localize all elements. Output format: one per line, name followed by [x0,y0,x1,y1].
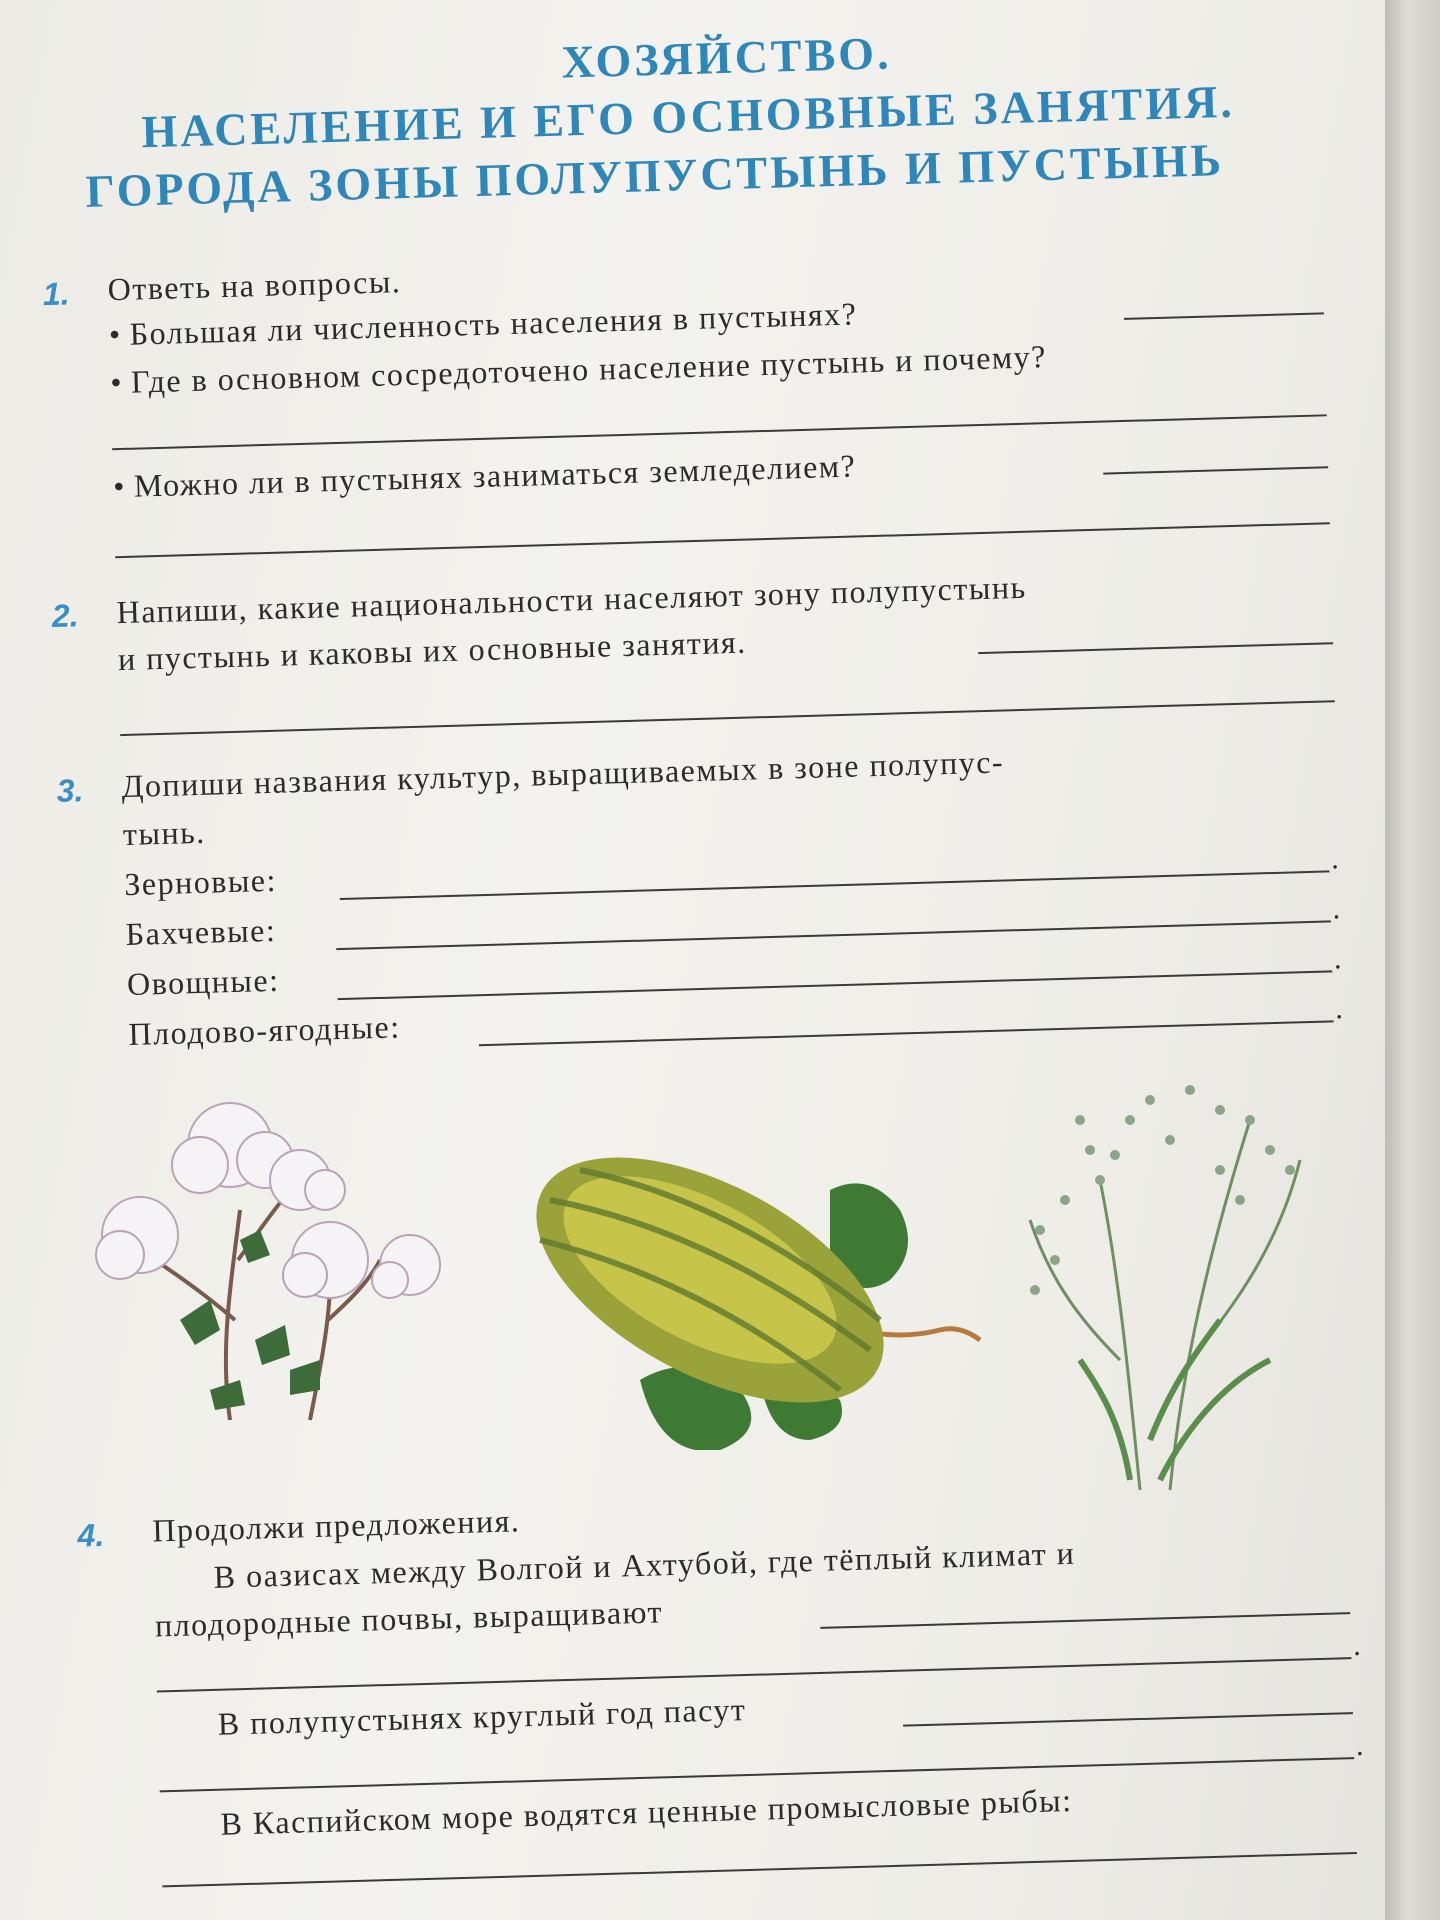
crop-label-fruit-berry: Плодово-ягодные: [128,1008,402,1053]
period: . [1333,942,1342,976]
task-1-number: 1. [42,275,71,313]
task-4-sentence-1a: В оазисах между Волгой и Ахтубой, где тёплый климат и [213,1534,1076,1595]
task-3-line-1: Допиши названия культур, выращиваемых в зоне полупус- [121,743,1005,805]
grain-grass-illustration [1020,1060,1320,1500]
task-1-question-1: • Большая ли численность населения в пустынях? [108,295,857,353]
cotton-plant-illustration [80,1090,460,1430]
answer-line[interactable] [903,1712,1353,1727]
period: . [1332,892,1341,926]
task-3-line-2: тынь. [122,813,207,853]
period: . [1330,842,1340,876]
task-4-sentence-2: В полупустынях круглый год пасут [217,1691,747,1742]
title-line-2: НАСЕЛЕНИЕ И ЕГО ОСНОВНЫЕ ЗАНЯТИЯ. [140,75,1236,158]
answer-line[interactable] [978,642,1333,654]
answer-line[interactable] [338,970,1333,1000]
period: . [1355,1728,1364,1763]
task-4-prompt: Продолжи предложения. [151,1502,521,1549]
answer-line[interactable] [115,522,1330,558]
answer-line[interactable] [820,1612,1350,1629]
task-2-line-2: и пустынь и каковы их основные занятия. [117,623,748,678]
task-1-question-3: • Можно ли в пустынях заниматься земледелием? [113,447,857,505]
task-4-sentence-1b: плодородные почвы, выращивают [154,1593,664,1644]
answer-line[interactable] [157,1657,1352,1692]
crop-label-melon: Бахчевые: [125,911,277,953]
task-2-number: 2. [51,597,79,634]
book-spine [1385,0,1440,1920]
page-title [84,14,1280,221]
crop-label-grain: Зерновые: [123,861,278,903]
task-4-number: 4. [77,1516,105,1554]
title-line-1: ХОЗЯЙСТВО. [560,27,893,88]
answer-line[interactable] [1103,466,1328,474]
task-3-number: 3. [56,772,84,809]
task-1-prompt: Ответь на вопросы. [107,263,402,308]
answer-line[interactable] [479,1020,1334,1046]
answer-line[interactable] [1124,312,1324,320]
task-4-sentence-3: В Каспийском море водятся ценные промысловые рыбы: [220,1781,1074,1842]
answer-line[interactable] [160,1757,1355,1792]
answer-line[interactable] [336,920,1331,950]
task-1-question-2: • Где в основном сосредоточено население пустынь и почему? [110,338,1048,401]
task-2-line-1: Напиши, какие национальности населяют зону полупустынь [116,568,1027,631]
answer-line[interactable] [112,414,1327,450]
period: . [1352,1628,1362,1663]
answer-line[interactable] [120,700,1335,736]
answer-line[interactable] [162,1852,1357,1887]
crop-label-vegetable: Овощные: [126,961,280,1003]
period: . [1334,992,1344,1026]
answer-line[interactable] [340,870,1330,900]
melon-illustration [500,1130,1000,1450]
title-line-3: ГОРОДА ЗОНЫ ПОЛУПУСТЫНЬ И ПУСТЫНЬ [84,134,1225,217]
